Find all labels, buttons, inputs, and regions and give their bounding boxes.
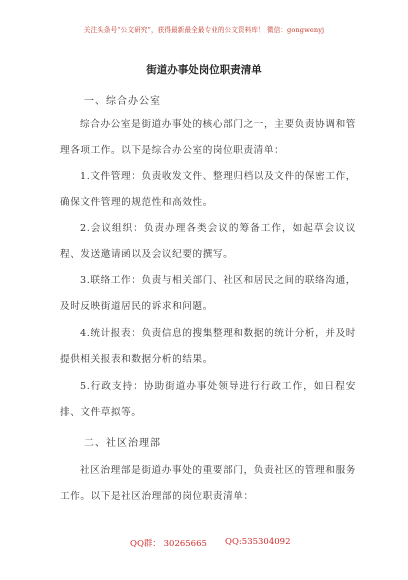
document-title: 街道办事处岗位职责清单 xyxy=(146,64,262,76)
paragraph-meeting-organization: 2.会议组织：负责办理各类会议的筹备工作，如起草会议议程、发送邀请函以及会议纪要的撰写。 xyxy=(60,223,356,260)
paragraph-community-intro: 社区治理部是街道办事处的重要部门，负责社区的管理和服务工作。以下是社区治理部的岗位职责清单： xyxy=(60,465,356,502)
header-banner: 关注头条号“公文研究”，获得最新最全最专业的公文资料库！ 微信：gongwenyj xyxy=(83,26,325,34)
paragraph-administrative-support: 5.行政支持：协助街道办事处领导进行行政工作，如日程安排、文件草拟等。 xyxy=(60,381,356,418)
footer-qq-group: QQ群： 30265665 xyxy=(130,539,207,549)
section-heading-community: 二、社区治理部 xyxy=(84,438,161,449)
paragraph-liaison-work: 3.联络工作：负责与相关部门、社区和居民之间的联络沟通，及时反映街道居民的诉求和问题。 xyxy=(60,275,356,312)
footer-qq: QQ:535304092 xyxy=(225,537,291,547)
paragraph-statistical-reports: 4.统计报表：负责信息的搜集整理和数据的统计分析，并及时提供相关报表和数据分析的结果。 xyxy=(60,328,356,365)
paragraph-file-management: 1.文件管理：负责收发文件、整理归档以及文件的保密工作，确保文件管理的规范性和高效性。 xyxy=(60,171,356,208)
paragraph-office-intro: 综合办公室是街道办事处的核心部门之一，主要负责协调和管理各项工作。以下是综合办公室的岗位职责清单： xyxy=(60,119,356,156)
section-heading-office: 一、综合办公室 xyxy=(84,96,161,107)
